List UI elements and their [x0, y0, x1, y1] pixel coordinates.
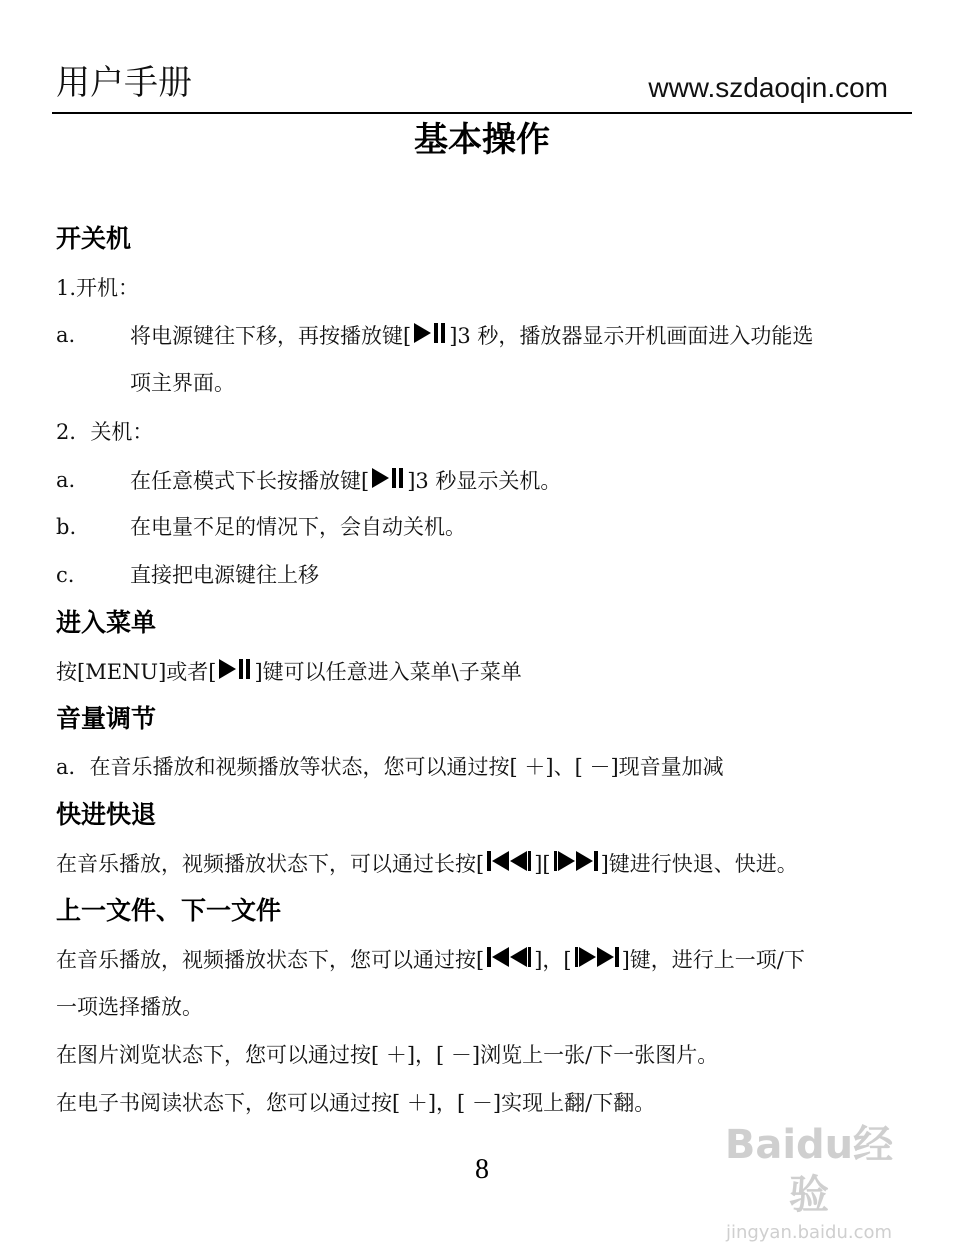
heading-files: 上一文件、下一文件	[56, 896, 282, 925]
power-on-step-a	[130, 320, 813, 351]
watermark	[714, 1120, 904, 1243]
header-title: 用户手册	[56, 63, 192, 103]
power-off-step-a-part2: ]3 秒显示关机。	[407, 469, 562, 493]
next-icon	[573, 944, 621, 970]
files-text-part1: 在音乐播放，视频播放状态下，您可以通过按[	[56, 948, 485, 972]
files-text-cont: 一项选择播放。	[56, 995, 203, 1019]
power-off-step-b-marker: b.	[56, 515, 77, 539]
play-pause-icon	[370, 465, 406, 491]
heading-menu: 进入菜单	[56, 608, 157, 637]
files-text-part2: ]，[	[534, 948, 572, 972]
fast-forward-icon	[552, 848, 600, 874]
rewind-icon	[485, 848, 533, 874]
volume-text: a．在音乐播放和视频播放等状态，您可以通过按[ ＋]、[ －]现音量加减	[56, 755, 724, 779]
header-rule	[52, 112, 912, 114]
play-pause-icon	[412, 320, 448, 346]
power-on-label: 1.开机：	[56, 276, 140, 300]
files-text-part3: ]键，进行上一项/下	[621, 948, 805, 972]
watermark-logo: Baidu经验	[724, 1122, 894, 1218]
power-off-step-c: 直接把电源键往上移	[130, 563, 319, 587]
power-on-step-a-part1: 将电源键往下移，再按播放键[	[130, 324, 412, 348]
power-on-step-a-part2: ]3 秒，播放器显示开机画面进入功能选	[449, 324, 814, 348]
page-title: 基本操作	[414, 120, 550, 160]
seek-text	[56, 848, 798, 879]
power-on-step-a-cont: 项主界面。	[130, 371, 235, 395]
ebook-text: 在电子书阅读状态下，您可以通过按[ ＋]，[ －]实现上翻/下翻。	[56, 1091, 656, 1115]
power-off-label: 2．关机：	[56, 420, 154, 444]
heading-power: 开关机	[56, 224, 132, 253]
previous-icon	[485, 944, 533, 970]
heading-seek: 快进快退	[56, 800, 157, 829]
menu-text	[56, 656, 522, 687]
menu-text-part2: ]键可以任意进入菜单\子菜单	[254, 660, 522, 684]
heading-volume: 音量调节	[56, 704, 157, 733]
watermark-url: jingyan.baidu.com	[725, 1222, 893, 1243]
power-on-step-a-marker: a.	[56, 323, 76, 347]
photo-text: 在图片浏览状态下，您可以通过按[ ＋]，[ －]浏览上一张/下一张图片。	[56, 1043, 719, 1067]
page-number: 8	[475, 1154, 489, 1185]
menu-text-part1: 按[MENU]或者[	[56, 660, 217, 684]
seek-text-part1: 在音乐播放，视频播放状态下，可以通过长按[	[56, 852, 485, 876]
seek-text-part3: ]键进行快退、快进。	[600, 852, 798, 876]
seek-text-part2: ][	[534, 852, 551, 876]
power-off-step-a	[130, 465, 561, 496]
play-pause-icon	[217, 656, 253, 682]
power-off-step-a-part1: 在任意模式下长按播放键[	[130, 469, 370, 493]
files-text	[56, 944, 805, 975]
header-website: www.szdaoqin.com	[648, 72, 888, 103]
power-off-step-a-marker: a.	[56, 468, 76, 492]
power-off-step-b: 在电量不足的情况下，会自动关机。	[130, 515, 466, 539]
power-off-step-c-marker: c.	[56, 563, 75, 587]
